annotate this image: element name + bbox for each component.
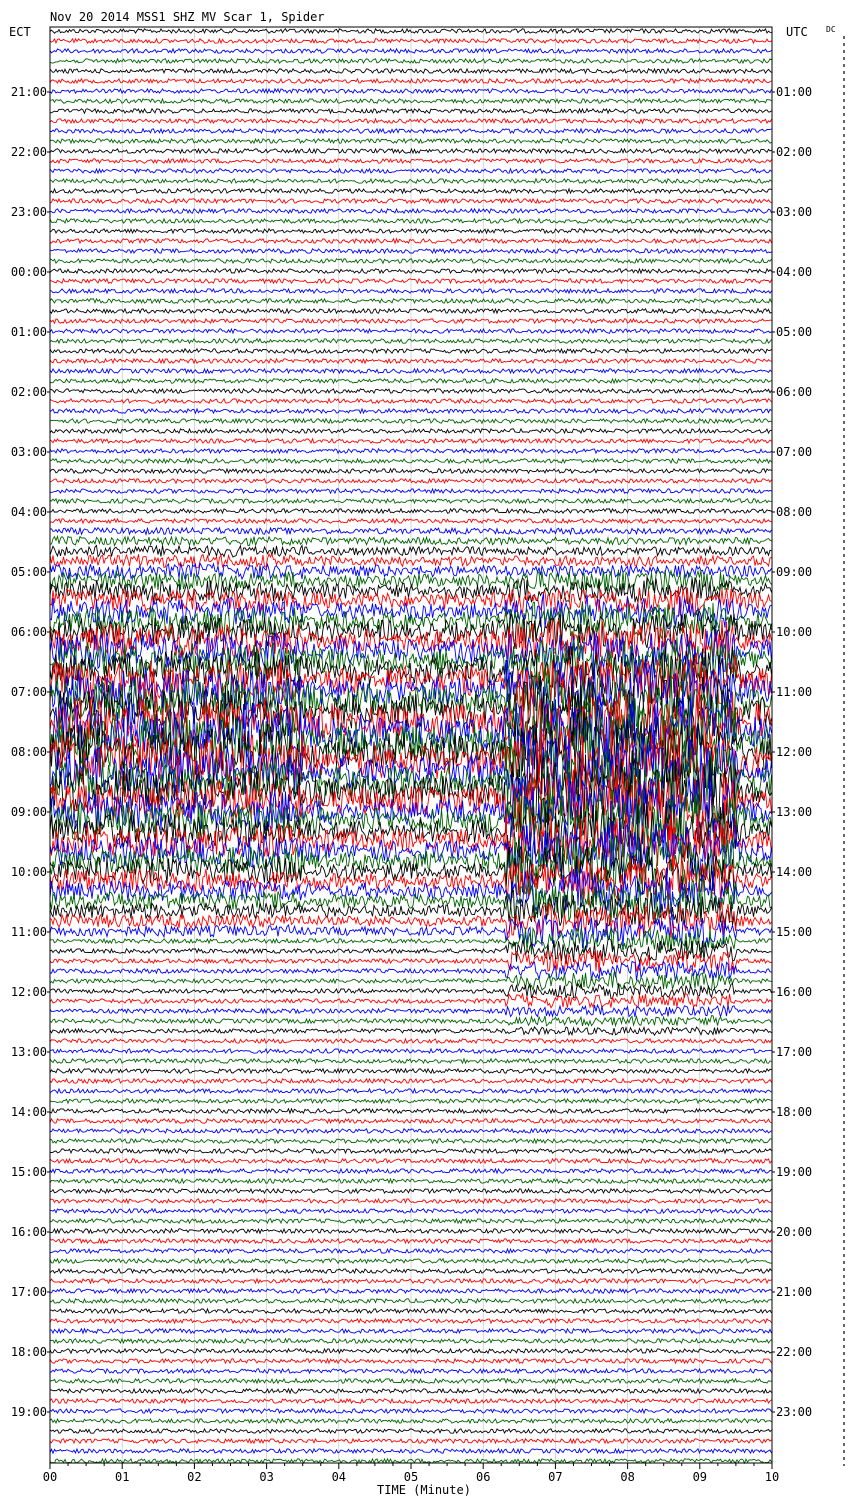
right-hour-label-18: 19:00 (776, 1165, 813, 1179)
right-hour-label-6: 07:00 (776, 445, 813, 459)
x-tick-label-7: 07 (548, 1470, 563, 1484)
left-hour-label-3: 00:00 (10, 265, 47, 279)
right-hour-label-17: 18:00 (776, 1105, 813, 1119)
left-hour-label-0: 21:00 (10, 85, 47, 99)
left-axis-label: ECT (9, 25, 31, 39)
right-hour-label-8: 09:00 (776, 565, 813, 579)
left-hour-label-7: 04:00 (10, 505, 47, 519)
right-hour-label-13: 14:00 (776, 865, 813, 879)
right-hour-label-2: 03:00 (776, 205, 813, 219)
left-hour-label-2: 23:00 (10, 205, 47, 219)
left-hour-label-13: 10:00 (10, 865, 47, 879)
left-hour-label-16: 13:00 (10, 1045, 47, 1059)
right-hour-label-21: 22:00 (776, 1345, 813, 1359)
right-hour-label-19: 20:00 (776, 1225, 813, 1239)
right-hour-label-10: 11:00 (776, 685, 813, 699)
right-hour-label-11: 12:00 (776, 745, 813, 759)
left-hour-label-8: 05:00 (10, 565, 47, 579)
left-hour-label-19: 16:00 (10, 1225, 47, 1239)
right-hour-label-0: 01:00 (776, 85, 813, 99)
left-hour-label-9: 06:00 (10, 625, 47, 639)
right-hour-label-16: 17:00 (776, 1045, 813, 1059)
x-axis-ticks (43, 1463, 779, 1484)
left-hour-label-12: 09:00 (10, 805, 47, 819)
left-hour-label-14: 11:00 (10, 925, 47, 939)
right-hour-label-12: 13:00 (776, 805, 813, 819)
left-hour-label-18: 15:00 (10, 1165, 47, 1179)
x-tick-label-8: 08 (620, 1470, 635, 1484)
left-hour-label-22: 19:00 (10, 1405, 47, 1419)
x-tick-label-2: 02 (187, 1470, 202, 1484)
right-hour-label-1: 02:00 (776, 145, 813, 159)
x-tick-label-3: 03 (259, 1470, 274, 1484)
x-tick-label-0: 00 (42, 1470, 58, 1484)
right-hour-label-15: 16:00 (776, 985, 813, 999)
left-hour-label-11: 08:00 (10, 745, 47, 759)
left-hour-label-5: 02:00 (10, 385, 47, 399)
right-axis-label: UTC (786, 25, 808, 39)
right-hour-label-5: 06:00 (776, 385, 813, 399)
left-hour-label-6: 03:00 (10, 445, 47, 459)
right-hour-label-22: 23:00 (776, 1405, 813, 1419)
x-tick-label-4: 04 (331, 1470, 347, 1484)
x-tick-label-1: 01 (114, 1470, 130, 1484)
right-hour-label-14: 15:00 (776, 925, 813, 939)
left-hour-label-17: 14:00 (10, 1105, 47, 1119)
chart-title: Nov 20 2014 MSS1 SHZ MV Scar 1, Spider (50, 10, 325, 24)
left-hour-label-21: 18:00 (10, 1345, 47, 1359)
x-tick-label-10: 10 (764, 1470, 780, 1484)
right-hour-label-3: 04:00 (776, 265, 813, 279)
x-tick-label-6: 06 (475, 1470, 491, 1484)
dc-label: DC (826, 25, 836, 34)
right-hour-label-9: 10:00 (776, 625, 813, 639)
x-tick-label-5: 05 (403, 1470, 419, 1484)
left-hour-label-15: 12:00 (10, 985, 47, 999)
x-axis-label: TIME (Minute) (377, 1483, 471, 1497)
x-tick-label-9: 09 (692, 1470, 708, 1484)
right-hour-label-4: 05:00 (776, 325, 813, 339)
left-hour-label-4: 01:00 (10, 325, 47, 339)
right-hour-label-20: 21:00 (776, 1285, 813, 1299)
left-hour-label-1: 22:00 (10, 145, 47, 159)
left-hour-label-10: 07:00 (10, 685, 47, 699)
left-hour-label-20: 17:00 (10, 1285, 47, 1299)
right-hour-label-7: 08:00 (776, 505, 813, 519)
